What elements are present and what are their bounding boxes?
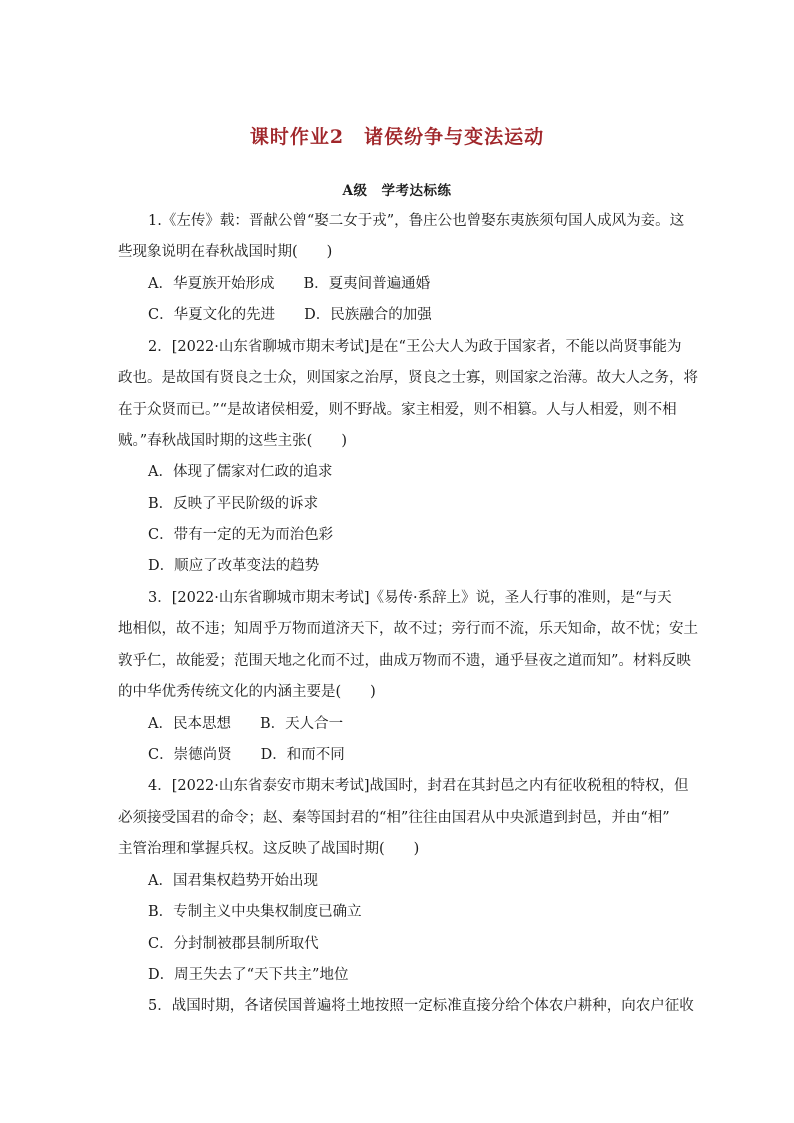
- q5-stem-line-1: 5．战国时期，各诸侯国普遍将土地按照一定标准直接分给个体农户耕种，向农户征收: [148, 998, 694, 1014]
- page-title: 课时作业2 诸侯纷争与变法运动: [249, 126, 545, 148]
- q4-option-d: D．周王失去了“天下共主”地位: [148, 967, 349, 983]
- q2-option-b: B．反映了平民阶级的诉求: [148, 496, 319, 512]
- q1-options-row-2: C．华夏文化的先进 D．民族融合的加强: [148, 307, 432, 323]
- q3-options-row-2: C．崇德尚贤 D．和而不同: [148, 747, 345, 763]
- q4-option-c: C．分封制被郡县制所取代: [148, 936, 319, 952]
- q1-options-row-1: A．华夏族开始形成 B．夏夷间普遍通婚: [148, 276, 431, 292]
- q2-stem-line-2: 政也。是故国有贤良之士众，则国家之治厚，贤良之士寡，则国家之治薄。故大人之务，将: [118, 370, 698, 386]
- q4-stem-line-2: 必须接受国君的命令；赵、秦等国封君的“相”往往由国君从中央派遣到封邑，并由“相”: [118, 810, 670, 826]
- q2-option-a: A．体现了儒家对仁政的追求: [148, 464, 333, 480]
- q2-option-c: C．带有一定的无为而治色彩: [148, 527, 334, 543]
- q3-stem-line-1: 3．[2022·山东省聊城市期末考试]《易传·系辞上》说，圣人行事的准则，是“与天: [148, 590, 672, 606]
- q1-stem-line-2: 些现象说明在春秋战国时期( ): [118, 244, 333, 260]
- q4-stem-line-3: 主管治理和掌握兵权。这反映了战国时期( ): [118, 841, 420, 857]
- q2-stem-line-3: 在于众贤而已。”“是故诸侯相爱，则不野战。家主相爱，则不相篡。人与人相爱，则不相: [118, 402, 677, 418]
- q2-stem-line-1: 2．[2022·山东省聊城市期末考试]是在“王公大人为政于国家者，不能以尚贤事能为: [148, 339, 682, 355]
- q4-option-b: B．专制主义中央集权制度已确立: [148, 904, 362, 920]
- section-heading: A级 学考达标练: [342, 183, 452, 199]
- q1-stem-line-1: 1.《左传》载：晋献公曾“娶二女于戎”，鲁庄公也曾娶东夷族须句国人成风为妾。这: [148, 213, 685, 229]
- q3-stem-line-4: 的中华优秀传统文化的内涵主要是( ): [118, 684, 376, 700]
- q2-stem-line-4: 贼。”春秋战国时期的这些主张( ): [118, 433, 347, 449]
- q2-option-d: D．顺应了改革变法的趋势: [148, 558, 320, 574]
- q4-option-a: A．国君集权趋势开始出现: [148, 873, 318, 889]
- q3-stem-line-2: 地相似，故不违；知周乎万物而道济天下，故不过；旁行而不流，乐天知命，故不忧；安土: [118, 621, 698, 637]
- q3-options-row-1: A．民本思想 B．天人合一: [148, 716, 344, 732]
- q4-stem-line-1: 4．[2022·山东省泰安市期末考试]战国时，封君在其封邑之内有征收税租的特权，但: [148, 778, 689, 794]
- q3-stem-line-3: 敦乎仁，故能爱；范围天地之化而不过，曲成万物而不遗，通乎昼夜之道而知”。材料反映: [118, 653, 691, 669]
